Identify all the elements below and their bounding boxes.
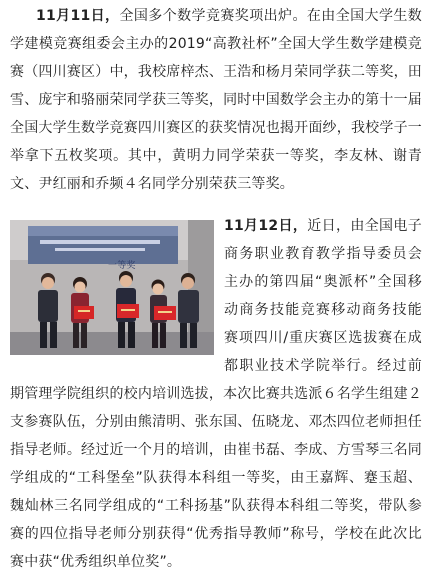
paragraph-2-text: 近日，由全国电子商务职业教育教学指导委员会主办的第四届“奥派杯”全国移动商务技能竞赛移动商务技能赛项四川/重庆赛区选拔赛在成都职业技术学院举行。经过前期管理学院组织的校内培训选拔，本次比赛共选派６名学生组建２支参赛队伍，分别由熊清明、张东国、伍晓龙、邓杰四位老师担任指导老师。经过近一个月的培训，由崔书磊、李成、方雪琴三名同学组成的“工科堡垒”队获得本科组一等奖，由王嘉辉、蹇玉超、魏灿林三名同学组成的“工科扬基”队获得本科组二等奖，带队参赛的四位指导老师分别获得“优秀指导教师”称号，学校在此次比赛中获“优秀组织单位奖”。 [10,218,422,570]
paragraph-math-contest [10,2,422,198]
certificate-text: 获奖证书 [10,220,15,221]
paragraph-1-text: 全国多个数学竞赛奖项出炉。在由全国大学生数学建模竞赛组委会主办的2019“高教社杯”全国大学生数学建模竞赛（四川赛区）中，我校席梓杰、王浩和杨月荣同学获二等奖，田雪、庞宇和骆丽荣同学获三等奖，同时中国数学会主办的第十一届全国大学生数学竞赛四川赛区的获奖情况也揭开面纱，我校学子一举拿下五枚奖项。其中，黄明力同学荣获一等奖，李友林、谢青文、尹红丽和乔频４名同学分别荣获三等奖。 [10,8,422,192]
paragraph-ecommerce-contest [10,212,422,576]
date-nov-12: 11月12日， [224,218,308,234]
banner-text: 一等奖 [108,261,136,271]
date-nov-11: 11月11日， [36,8,120,24]
award-photo-illustration [10,220,214,355]
award-ceremony-photo [10,220,214,355]
